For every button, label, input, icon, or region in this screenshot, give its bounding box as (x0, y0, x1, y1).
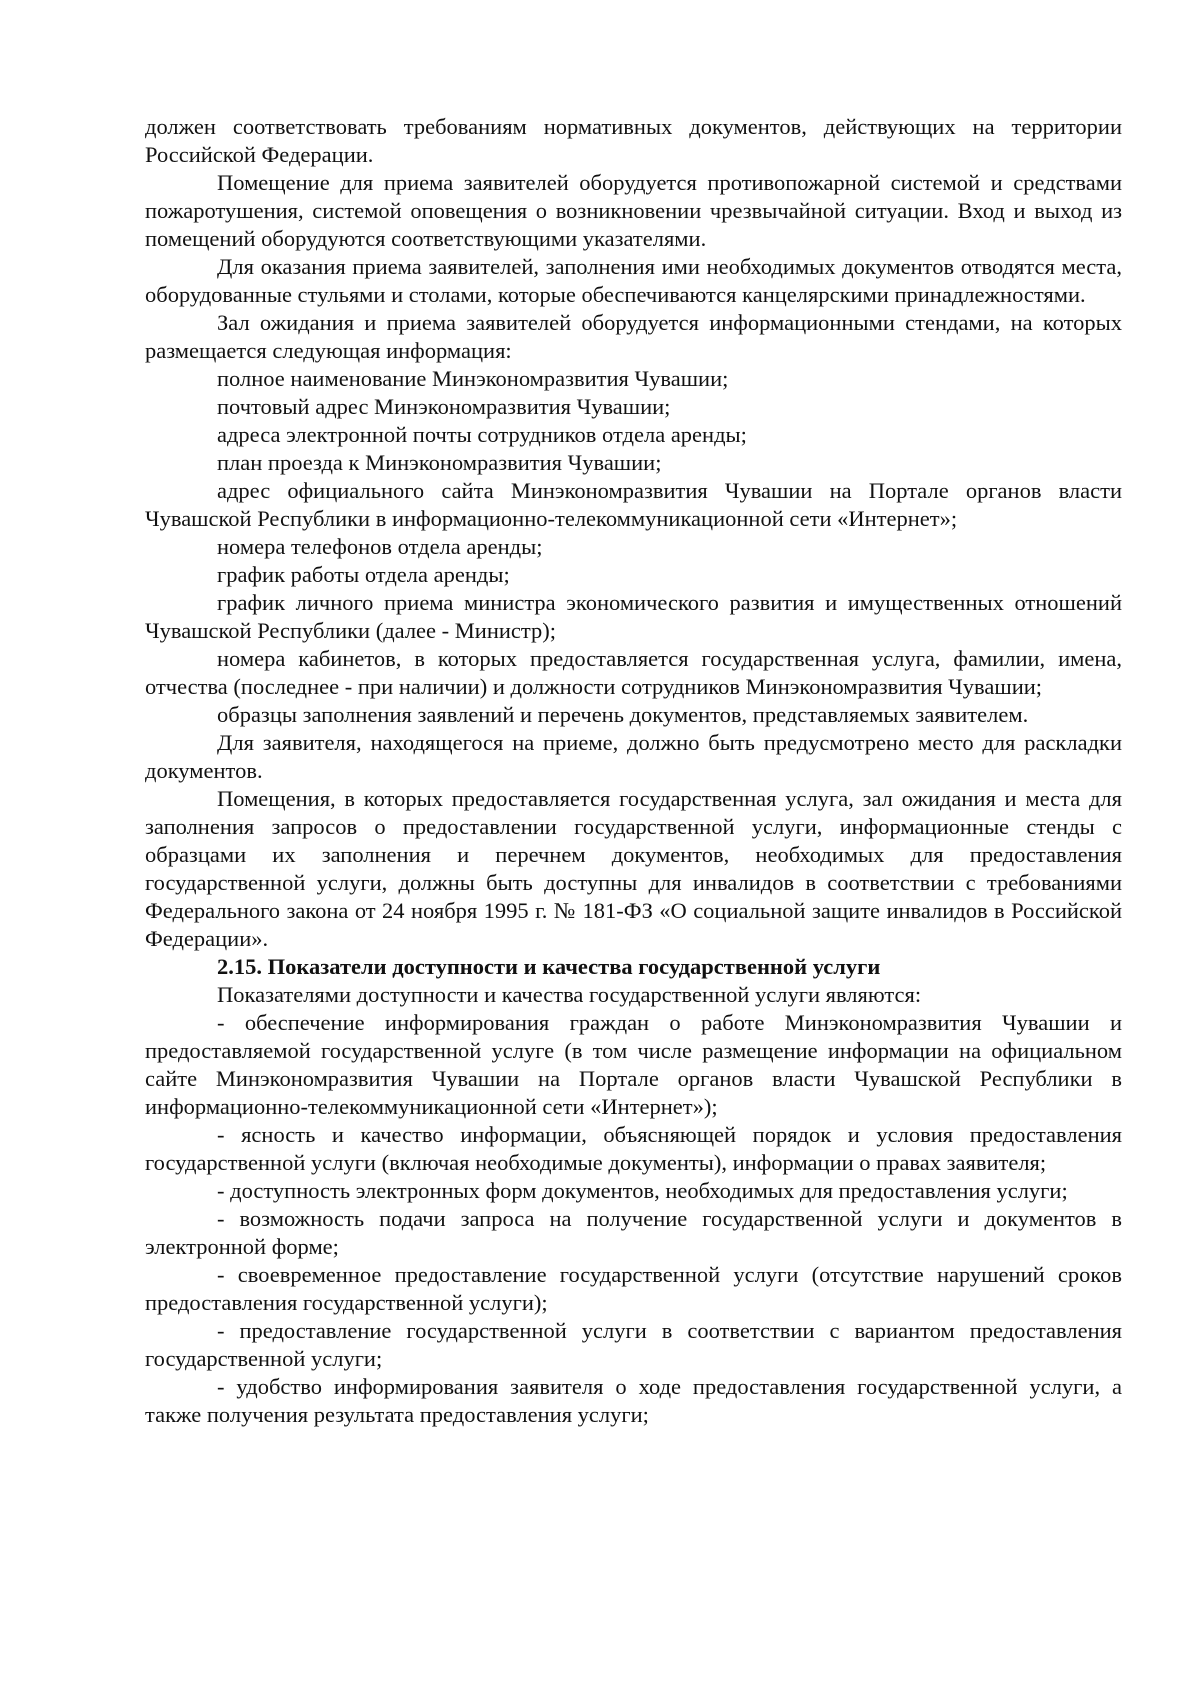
list-item-email: адреса электронной почты сотрудников отдела аренды; (217, 422, 747, 447)
paragraph-document-space: Для заявителя, находящегося на приеме, должно быть предусмотрено место для раскладки документов. (145, 730, 1122, 783)
paragraph-seating: Для оказания приема заявителей, заполнения ими необходимых документов отводятся места, оборудованные стульями и столами, которые обеспечиваются канцелярскими принадлежностями. (145, 254, 1122, 307)
list-item-full-name: полное наименование Минэкономразвития Чувашии; (217, 366, 729, 391)
section-heading-2-15: 2.15. Показатели доступности и качества государственной услуги (217, 954, 881, 979)
indicator-variant: - предоставление государственной услуги в соответствии с вариантом предоставления государственной услуги; (145, 1318, 1122, 1371)
paragraph-continuation: должен соответствовать требованиям нормативных документов, действующих на территории Российской Федерации. (145, 114, 1122, 167)
indicator-electronic-submission: - возможность подачи запроса на получение государственной услуги и документов в электронной форме; (145, 1206, 1122, 1259)
paragraph-indicators-intro: Показателями доступности и качества государственной услуги являются: (217, 982, 922, 1007)
paragraph-info-stands: Зал ожидания и приема заявителей оборудуется информационными стендами, на которых размещается следующая информация: (145, 310, 1122, 363)
list-item-minister-schedule: график личного приема министра экономического развития и имущественных отношений Чувашской Республики (далее - Министр); (145, 590, 1122, 643)
indicator-electronic-forms: - доступность электронных форм документов, необходимых для предоставления услуги; (217, 1178, 1068, 1203)
paragraph-fire-safety: Помещение для приема заявителей оборудуется противопожарной системой и средствами пожаротушения, системой оповещения о возникновении чрезвычайной ситуации. Вход и выход из помещений оборудуются соответствующими указателями. (145, 170, 1122, 251)
list-item-postal-address: почтовый адрес Минэкономразвития Чувашии; (217, 394, 671, 419)
indicator-informing: - обеспечение информирования граждан о работе Минэкономразвития Чувашии и предоставляемой государственной услуге (в том числе размещение информации на официальном сайте Минэкономразвития Чувашии на Портале органов власти Чувашской Республики в информационно-телекоммуникационной сети «Интернет»); (145, 1010, 1122, 1119)
paragraph-accessibility: Помещения, в которых предоставляется государственная услуга, зал ожидания и места для заполнения запросов о предоставлении государственной услуги, информационные стенды с образцами их заполнения и перечнем документов, необходимых для предоставления государственной услуги, должны быть доступны для инвалидов в соответствии с требованиями Федерального закона от 24 ноября 1995 г. № 181-ФЗ «О социальной защите инвалидов в Российской Федерации». (145, 786, 1122, 951)
indicator-timeliness: - своевременное предоставление государственной услуги (отсутствие нарушений сроков предоставления государственной услуги); (145, 1262, 1122, 1315)
list-item-phones: номера телефонов отдела аренды; (217, 534, 543, 559)
document-page (145, 113, 1122, 1429)
indicator-convenience: - удобство информирования заявителя о ходе предоставления государственной услуги, а также получения результата предоставления услуги; (145, 1374, 1122, 1427)
indicator-clarity: - ясность и качество информации, объясняющей порядок и условия предоставления государственной услуги (включая необходимые документы), информации о правах заявителя; (145, 1122, 1122, 1175)
list-item-route-plan: план проезда к Минэкономразвития Чувашии; (217, 450, 662, 475)
list-item-office-numbers: номера кабинетов, в которых предоставляется государственная услуга, фамилии, имена, отчества (последнее - при наличии) и должности сотрудников Минэкономразвития Чувашии; (145, 646, 1122, 699)
list-item-samples: образцы заполнения заявлений и перечень документов, представляемых заявителем. (217, 702, 1029, 727)
list-item-website: адрес официального сайта Минэкономразвития Чувашии на Портале органов власти Чувашской Республики в информационно-телекоммуникационной сети «Интернет»; (145, 478, 1122, 531)
list-item-work-schedule: график работы отдела аренды; (217, 562, 510, 587)
